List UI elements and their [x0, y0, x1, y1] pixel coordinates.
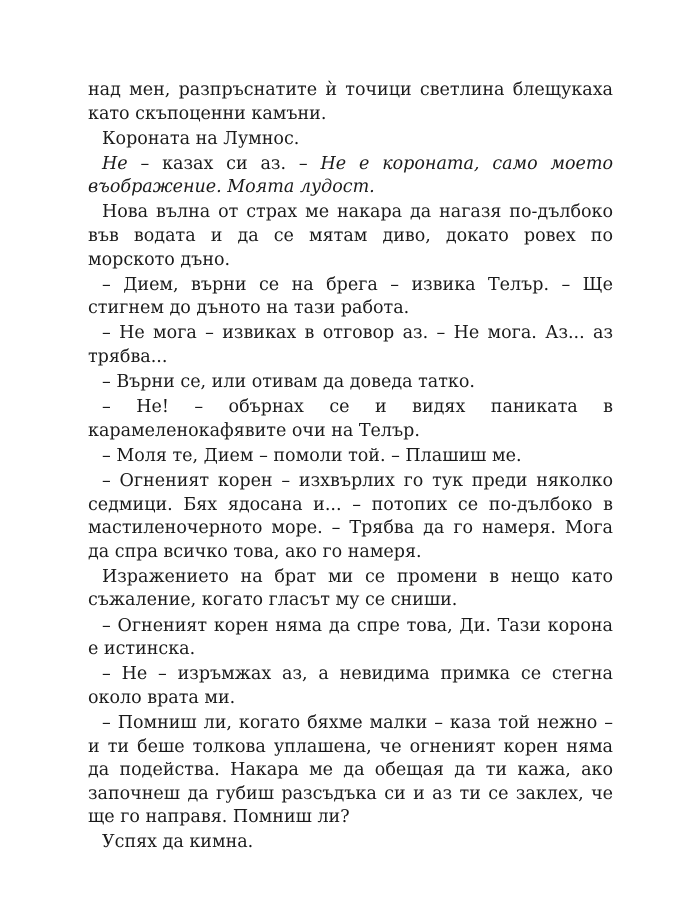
- paragraph-8: – Не! – обърнах се и видях паниката в карамеленокафявите очи на Телър.: [88, 397, 613, 441]
- paragraph-3-italic-a: Не: [102, 153, 128, 174]
- paragraph-11: Изражението на брат ми се промени в нещо като съжаление, когато гласът му се сниши.: [88, 566, 613, 611]
- paragraph-9: – Моля те, Дием – помоли той. – Плашиш ме.: [102, 445, 522, 466]
- paragraph-15: Успях да кимна.: [102, 832, 254, 853]
- paragraph-2: Короната на Лумнос.: [102, 128, 300, 149]
- paragraph-3-italic-b: Не е короната, само моето въображение. Моята лудост.: [88, 153, 613, 198]
- paragraph-5: – Дием, върни се на брега – извика Телър. – Ще стигнем до дъното на тази работа.: [88, 274, 613, 319]
- paragraph-3-regular: – казах си аз. –: [127, 153, 321, 174]
- paragraph-12: – Огненият корен няма да спре това, Ди. Тази корона е истинска.: [88, 615, 613, 660]
- paragraph-13: – Не – изръмжах аз, а невидима примка се стегна около врата ми.: [88, 664, 613, 708]
- paragraph-7: – Върни се, или отивам да доведа татко.: [102, 372, 475, 393]
- paragraph-1: над мен, разпръснатите ѝ точици светлина блещукаха като скъпоценни камъни.: [88, 80, 613, 124]
- paragraph-10: – Огненият корен – изхвърлих го тук преди няколко седмици. Бях ядосана и... – потопих се по-дълбоко в мастиленочерното море. – Трябва да го намеря. Мога да спра всичко това, ако го намеря.: [88, 471, 613, 562]
- paragraph-3: [88, 153, 613, 200]
- page-body-text: [88, 79, 613, 857]
- paragraph-6: – Не мога – извиках в отговор аз. – Не мога. Аз... аз трябва...: [88, 323, 613, 368]
- paragraph-14: – Помниш ли, когато бяхме малки – каза той нежно – и ти беше толкова уплашена, че огненият корен няма да подейства. Накара ме да обещая да ти кажа, ако започнеш да губиш разсъдъка си и аз ти се заклех, че ще го направя. Помниш ли?: [88, 712, 613, 828]
- paragraph-4: Нова вълна от страх ме накара да нагазя по-дълбоко във водата и да се мятам диво, докато ровех по морското дъно.: [88, 202, 613, 270]
